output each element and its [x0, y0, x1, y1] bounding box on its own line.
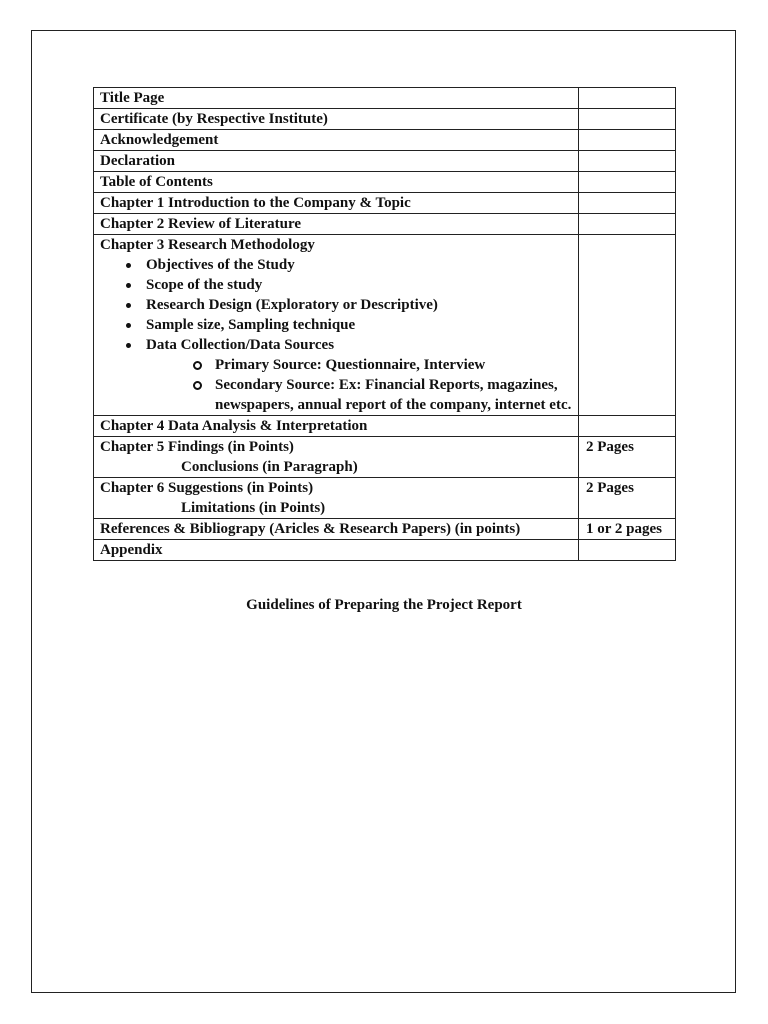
chapter-3-title: Chapter 3 Research Methodology — [100, 237, 315, 253]
table-row — [94, 214, 676, 235]
pages-cell — [579, 235, 676, 416]
sub-bullet-item: Secondary Source: Ex: Financial Reports, magazines, newspapers, annual report of the company, internet etc. — [192, 375, 574, 415]
methodology-bullet-list — [100, 255, 574, 355]
bullet-item: Research Design (Exploratory or Descriptive) — [124, 295, 574, 315]
section-cell: Chapter 1 Introduction to the Company & Topic — [94, 193, 579, 214]
table-row — [94, 235, 676, 416]
data-sources-sub-list — [100, 355, 574, 415]
pages-cell — [579, 151, 676, 172]
bullet-item: Scope of the study — [124, 275, 574, 295]
table-row — [94, 130, 676, 151]
bullet-item: Sample size, Sampling technique — [124, 315, 574, 335]
table-row — [94, 416, 676, 437]
section-cell: References & Bibliograpy (Aricles & Research Papers) (in points) — [94, 519, 579, 540]
chapter-6-subsection: Limitations (in Points) — [181, 500, 326, 516]
pages-cell — [579, 193, 676, 214]
section-cell: Acknowledgement — [94, 130, 579, 151]
section-cell: Declaration — [94, 151, 579, 172]
pages-cell — [579, 172, 676, 193]
section-cell: Certificate (by Respective Institute) — [94, 109, 579, 130]
chapter-6-title: Chapter 6 Suggestions (in Points) — [100, 480, 314, 496]
pages-cell — [579, 130, 676, 151]
table-caption: Guidelines of Preparing the Project Report — [246, 597, 522, 613]
pages-cell — [579, 416, 676, 437]
section-cell: Table of Contents — [94, 172, 579, 193]
pages-cell: 1 or 2 pages — [579, 519, 676, 540]
section-cell — [94, 478, 579, 519]
table-row — [94, 519, 676, 540]
pages-cell — [579, 88, 676, 109]
pages-cell: 2 Pages — [579, 478, 676, 519]
pages-cell — [579, 214, 676, 235]
section-cell — [94, 437, 579, 478]
pages-cell — [579, 540, 676, 561]
pages-cell: 2 Pages — [579, 437, 676, 478]
section-cell: Chapter 2 Review of Literature — [94, 214, 579, 235]
table-row — [94, 151, 676, 172]
table-row — [94, 88, 676, 109]
table-row — [94, 172, 676, 193]
table-row — [94, 109, 676, 130]
table-row — [94, 437, 676, 478]
table-row — [94, 193, 676, 214]
pages-cell — [579, 109, 676, 130]
section-cell — [94, 235, 579, 416]
section-cell: Title Page — [94, 88, 579, 109]
sub-bullet-item: Primary Source: Questionnaire, Interview — [192, 355, 574, 375]
table-row — [94, 478, 676, 519]
chapter-5-subsection: Conclusions (in Paragraph) — [181, 459, 358, 475]
report-structure-table — [93, 87, 676, 561]
bullet-item: Data Collection/Data Sources — [124, 335, 574, 355]
section-cell: Chapter 4 Data Analysis & Interpretation — [94, 416, 579, 437]
section-cell: Appendix — [94, 540, 579, 561]
bullet-item: Objectives of the Study — [124, 255, 574, 275]
chapter-5-title: Chapter 5 Findings (in Points) — [100, 439, 294, 455]
table-row — [94, 540, 676, 561]
